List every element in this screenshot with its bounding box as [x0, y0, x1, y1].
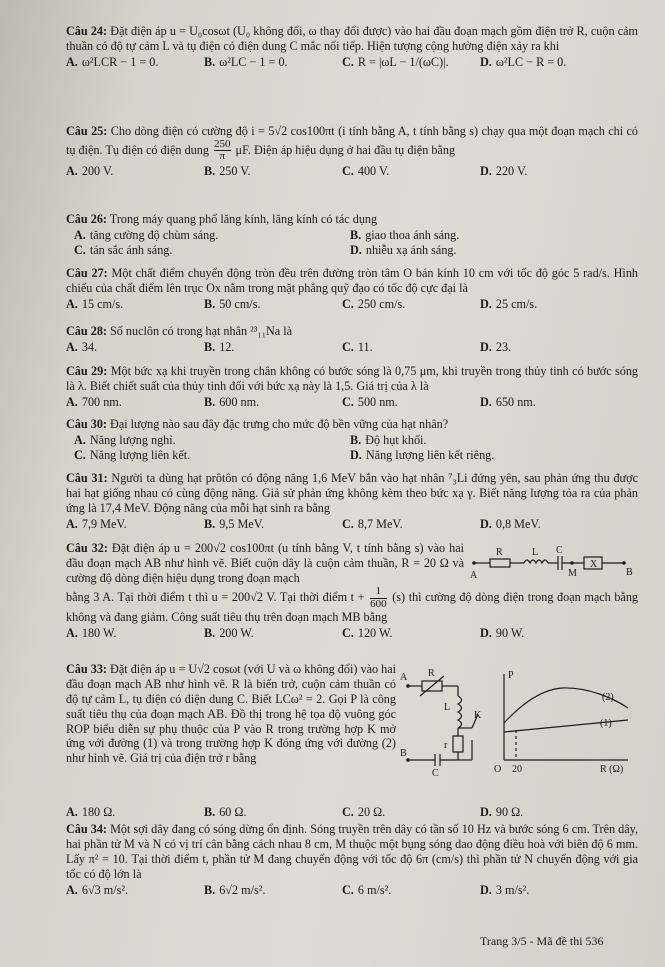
svg-text:r: r: [444, 740, 448, 751]
question-number: Câu 28:: [66, 324, 107, 338]
option-c[interactable]: C. 20 Ω.: [342, 805, 386, 819]
question-number: Câu 27:: [66, 266, 108, 280]
question-34: [66, 822, 638, 897]
answer-options: [66, 433, 638, 463]
label-l: L: [532, 547, 539, 558]
svg-text:R: R: [428, 668, 435, 679]
answer-options: [66, 340, 638, 355]
option-b[interactable]: B. 6√2 m/s².: [204, 882, 266, 897]
resistor-symbol: [490, 559, 510, 567]
question-26: [66, 212, 638, 258]
question-25: Câu 25: Cho dòng điện có cường độ i = 5√2 cos100πt (i tính bằng A, t tính bằng s) chạy qua một đoạn mạch chỉ có tụ điện. Tụ điện có điện dung $\frac{250}{\pi}$ μF. Điện áp hiệu dụng ở hai đầu tụ điện bằng A. 200 V. B. 250 V. C. 400 V. D. 220 V.: [66, 124, 639, 178]
question-text: Đại lượng nào sau đây đặc trưng cho mức độ bền vững của hạt nhân?: [110, 417, 449, 431]
option-d[interactable]: D. 3 m/s².: [480, 882, 530, 897]
svg-text:(1): (1): [600, 718, 612, 729]
question-text: Một bức xạ khi truyền trong chân không có bước sóng là 0,75 μm, khi truyền trong thủy tinh có bước sóng là λ. Biết chiết suất của thủy tinh đối với bức xạ này là 1,5. Giá trị của λ là: [66, 364, 639, 393]
option-d[interactable]: D. 23.: [480, 339, 512, 354]
option-c[interactable]: C. 6 m/s².: [342, 882, 392, 897]
option-d[interactable]: D. 0,8 MeV.: [480, 516, 541, 531]
option-c[interactable]: C. 250 cm/s.: [342, 296, 406, 311]
option-b[interactable]: B. 9,5 MeV.: [204, 516, 264, 531]
option-a[interactable]: A. 15 cm/s.: [66, 296, 124, 311]
variable-resistor-arrow: [420, 676, 444, 696]
svg-text:C: C: [432, 768, 439, 778]
question-28: [66, 324, 638, 355]
question-text: Một chất điểm chuyển động tròn đều trên đường tròn tâm O bán kính 10 cm với tốc độ góc 5 rad/s. Hình chiếu của chất điểm lên trục Ox nằm trong mặt phẳng quỹ đạo có tốc độ cực đại là: [66, 266, 639, 295]
answer-options: [66, 517, 638, 532]
question-number: Câu 33:: [66, 662, 107, 676]
time-fraction: $\frac{1}{600}$: [370, 585, 387, 610]
option-d[interactable]: D. 220 V.: [480, 163, 528, 178]
answer-options: [66, 395, 638, 410]
question-29: [66, 364, 638, 410]
question-27: [66, 266, 638, 312]
option-b[interactable]: B. ω²LC − 1 = 0.: [204, 54, 288, 69]
option-c[interactable]: C. R = |ωL − 1/(ωC)|.: [342, 54, 449, 69]
q32-circuit-figure: [468, 545, 638, 585]
option-d[interactable]: D. 25 cm/s.: [480, 296, 538, 311]
answer-options: [66, 883, 638, 898]
label-x: X: [590, 559, 598, 570]
question-31: [66, 471, 638, 532]
option-a[interactable]: A. Năng lượng nghỉ.: [74, 432, 176, 447]
question-number: Câu 25:: [66, 124, 108, 138]
option-c[interactable]: C. 11.: [342, 339, 373, 354]
q33-power-graph: [488, 668, 636, 778]
svg-text:20: 20: [512, 764, 522, 775]
answer-options: [66, 228, 638, 258]
option-b[interactable]: B. 250 V.: [204, 163, 251, 178]
answer-options: [66, 626, 638, 641]
option-b[interactable]: B. 50 cm/s.: [204, 296, 261, 311]
question-number: Câu 32:: [66, 541, 108, 555]
question-number: Câu 29:: [66, 364, 108, 378]
question-number: Câu 24:: [66, 24, 108, 38]
inductor-symbol: [524, 560, 548, 563]
option-a[interactable]: A. 7,9 MeV.: [66, 516, 127, 531]
option-c[interactable]: C. 500 nm.: [342, 394, 398, 409]
option-b[interactable]: B. Độ hụt khối.: [350, 432, 427, 447]
question-text: Cho dòng điện có cường độ i = 5√2 cos100πt (i tính bằng A, t tính bằng s) chạy qua một đoạn mạch chỉ có tụ điện. Tụ điện có điện dung: [66, 124, 639, 157]
answer-options: [66, 805, 638, 820]
resistor-r-symbol: [453, 736, 463, 752]
option-a[interactable]: A. 180 Ω.: [66, 805, 116, 819]
label-r: R: [496, 547, 503, 558]
question-number: Câu 26:: [66, 212, 107, 226]
answer-options: [66, 297, 638, 312]
question-text: Đặt điện áp u = U√2 cosωt (với U và ω không đổi) vào hai đầu đoạn mạch AB như hình vẽ. R là biến trở, cuộn cảm thuần có độ tự cảm L, tụ điện có điện dung C. Biết LCω² = 2. Gọi P là công suất tiêu thụ của đoạn mạch AB. Đồ thị trong hệ tọa độ vuông góc ROP biểu diễn sự phụ thuộc của P vào R trong trường hợp K mở ứng với đường (1) và trong trường hợp K đóng ứng với đường (2) như hình vẽ. Giá trị của điện trở r bằng: [66, 662, 397, 766]
option-c[interactable]: C. 400 V.: [342, 163, 390, 178]
svg-text:L: L: [444, 702, 451, 713]
question-text: Trong máy quang phổ lăng kính, lăng kính có tác dụng: [109, 212, 378, 226]
answer-options: [66, 55, 638, 70]
option-c[interactable]: C. tán sắc ánh sáng.: [74, 242, 173, 257]
page-footer: Trang 3/5 - Mã đề thi 536: [480, 934, 604, 948]
option-a[interactable]: A. 6√3 m/s².: [66, 882, 129, 897]
question-text: Đặt điện áp u = 200√2 cos100πt (u tính bằng V, t tính bằng s) vào hai đầu đoạn mạch AB như hình vẽ. Biết cuộn dây là cuộn cảm thuần, R = 20 Ω và cường độ dòng điện hiệu dụng trong đoạn mạch: [66, 541, 464, 585]
question-30: [66, 417, 638, 463]
svg-text:A: A: [400, 672, 408, 683]
option-c[interactable]: C. 120 W.: [342, 625, 393, 640]
question-text: Một sợi dây đang có sóng dừng ổn định. Sóng truyền trên dây có tần số 10 Hz và bước sóng 6 cm. Trên dây, hai phần tử M và N có vị trí cân bằng cách nhau 8 cm, M thuộc một bụng sóng dao động điều hoà với biên độ 6 mm. Lấy π² = 10. Tại thời điểm t, phần tử M đang chuyển động với tốc độ 6π (cm/s) thì phần tử N chuyển động với gia tốc có độ lớn là: [66, 822, 639, 881]
option-c[interactable]: C. 8,7 MeV.: [342, 516, 403, 531]
svg-text:K: K: [474, 710, 482, 721]
question-number: Câu 34:: [66, 822, 107, 836]
label-c: C: [556, 545, 563, 556]
option-d[interactable]: D. 90 W.: [480, 625, 525, 640]
option-c[interactable]: C. Năng lượng liên kết.: [74, 447, 191, 462]
question-number: Câu 30:: [66, 417, 107, 431]
option-d[interactable]: D. 650 nm.: [480, 394, 536, 409]
question-24: [66, 24, 638, 70]
option-d[interactable]: D. Năng lượng liên kết riêng.: [350, 447, 495, 462]
question-text: Người ta dùng hạt prôtôn có động năng 1,6 MeV bắn vào hạt nhân ⁷₃Li đứng yên, sau phản ứng thu được hai hạt giống nhau có cùng động năng. Giả sử phản ứng không kèm theo bức xạ γ. Biết năng lượng tỏa ra của phản ứng là 17,4 MeV. Động năng của mỗi hạt sinh ra bằng: [66, 471, 639, 515]
q33-circuit-figure: [400, 666, 484, 778]
question-33: [66, 662, 396, 766]
option-b[interactable]: B. giao thoa ánh sáng.: [350, 227, 460, 242]
question-33-options: [66, 804, 638, 820]
question-text: Đặt điện áp u = U₀cosωt (U₀ không đổi, ω thay đổi được) vào hai đầu đoạn mạch gồm điện trở R, cuộn cảm thuần có độ tự cảm L và tụ điện có điện dung C mắc nối tiếp. Hiện tượng cộng hưởng điện xảy ra khi: [66, 24, 639, 53]
option-b[interactable]: B. 200 W.: [204, 625, 254, 640]
option-d[interactable]: D. ω²LC − R = 0.: [480, 54, 567, 69]
label-a: A: [470, 570, 478, 581]
option-a[interactable]: A. 34.: [66, 339, 98, 354]
question-32-head: [66, 541, 464, 586]
inductor-symbol: [458, 696, 462, 728]
option-a[interactable]: A. ω²LCR − 1 = 0.: [66, 54, 159, 69]
svg-text:P: P: [508, 670, 514, 681]
label-m: M: [568, 568, 577, 579]
svg-text:R (Ω): R (Ω): [600, 764, 624, 775]
option-b[interactable]: B. 12.: [204, 339, 235, 354]
option-a[interactable]: A. 700 nm.: [66, 394, 122, 409]
question-32-body: bằng 3 A. Tại thời điểm t thì u = 200√2 V. Tại thời điểm t + $\frac{1}{600}$ (s) thì cường độ dòng điện trong đoạn mạch bằng không và đang giảm. Công suất tiêu thụ trên đoạn mạch MB bằng A. 180 W. B. 200 W. C. 120 W. D. 90 W.: [66, 585, 639, 640]
question-number: Câu 31:: [66, 471, 108, 485]
option-a[interactable]: A. tăng cường độ chùm sáng.: [74, 227, 219, 242]
option-b[interactable]: B. 600 nm.: [204, 394, 260, 409]
svg-text:B: B: [400, 748, 407, 759]
option-b[interactable]: B. 60 Ω.: [204, 805, 247, 819]
svg-text:(2): (2): [602, 692, 614, 703]
question-text: Số nuclôn có trong hạt nhân ²³₁₁Na là: [110, 324, 293, 338]
option-d[interactable]: D. 90 Ω.: [480, 805, 524, 819]
option-a[interactable]: A. 180 W.: [66, 625, 117, 640]
svg-text:O: O: [494, 764, 502, 775]
answer-options: [66, 164, 638, 179]
label-b: B: [626, 567, 633, 578]
option-a[interactable]: A. 200 V.: [66, 163, 114, 178]
option-d[interactable]: D. nhiễu xạ ánh sáng.: [350, 242, 457, 257]
capacitance-fraction: $\frac{250}{\pi}$: [214, 137, 231, 163]
